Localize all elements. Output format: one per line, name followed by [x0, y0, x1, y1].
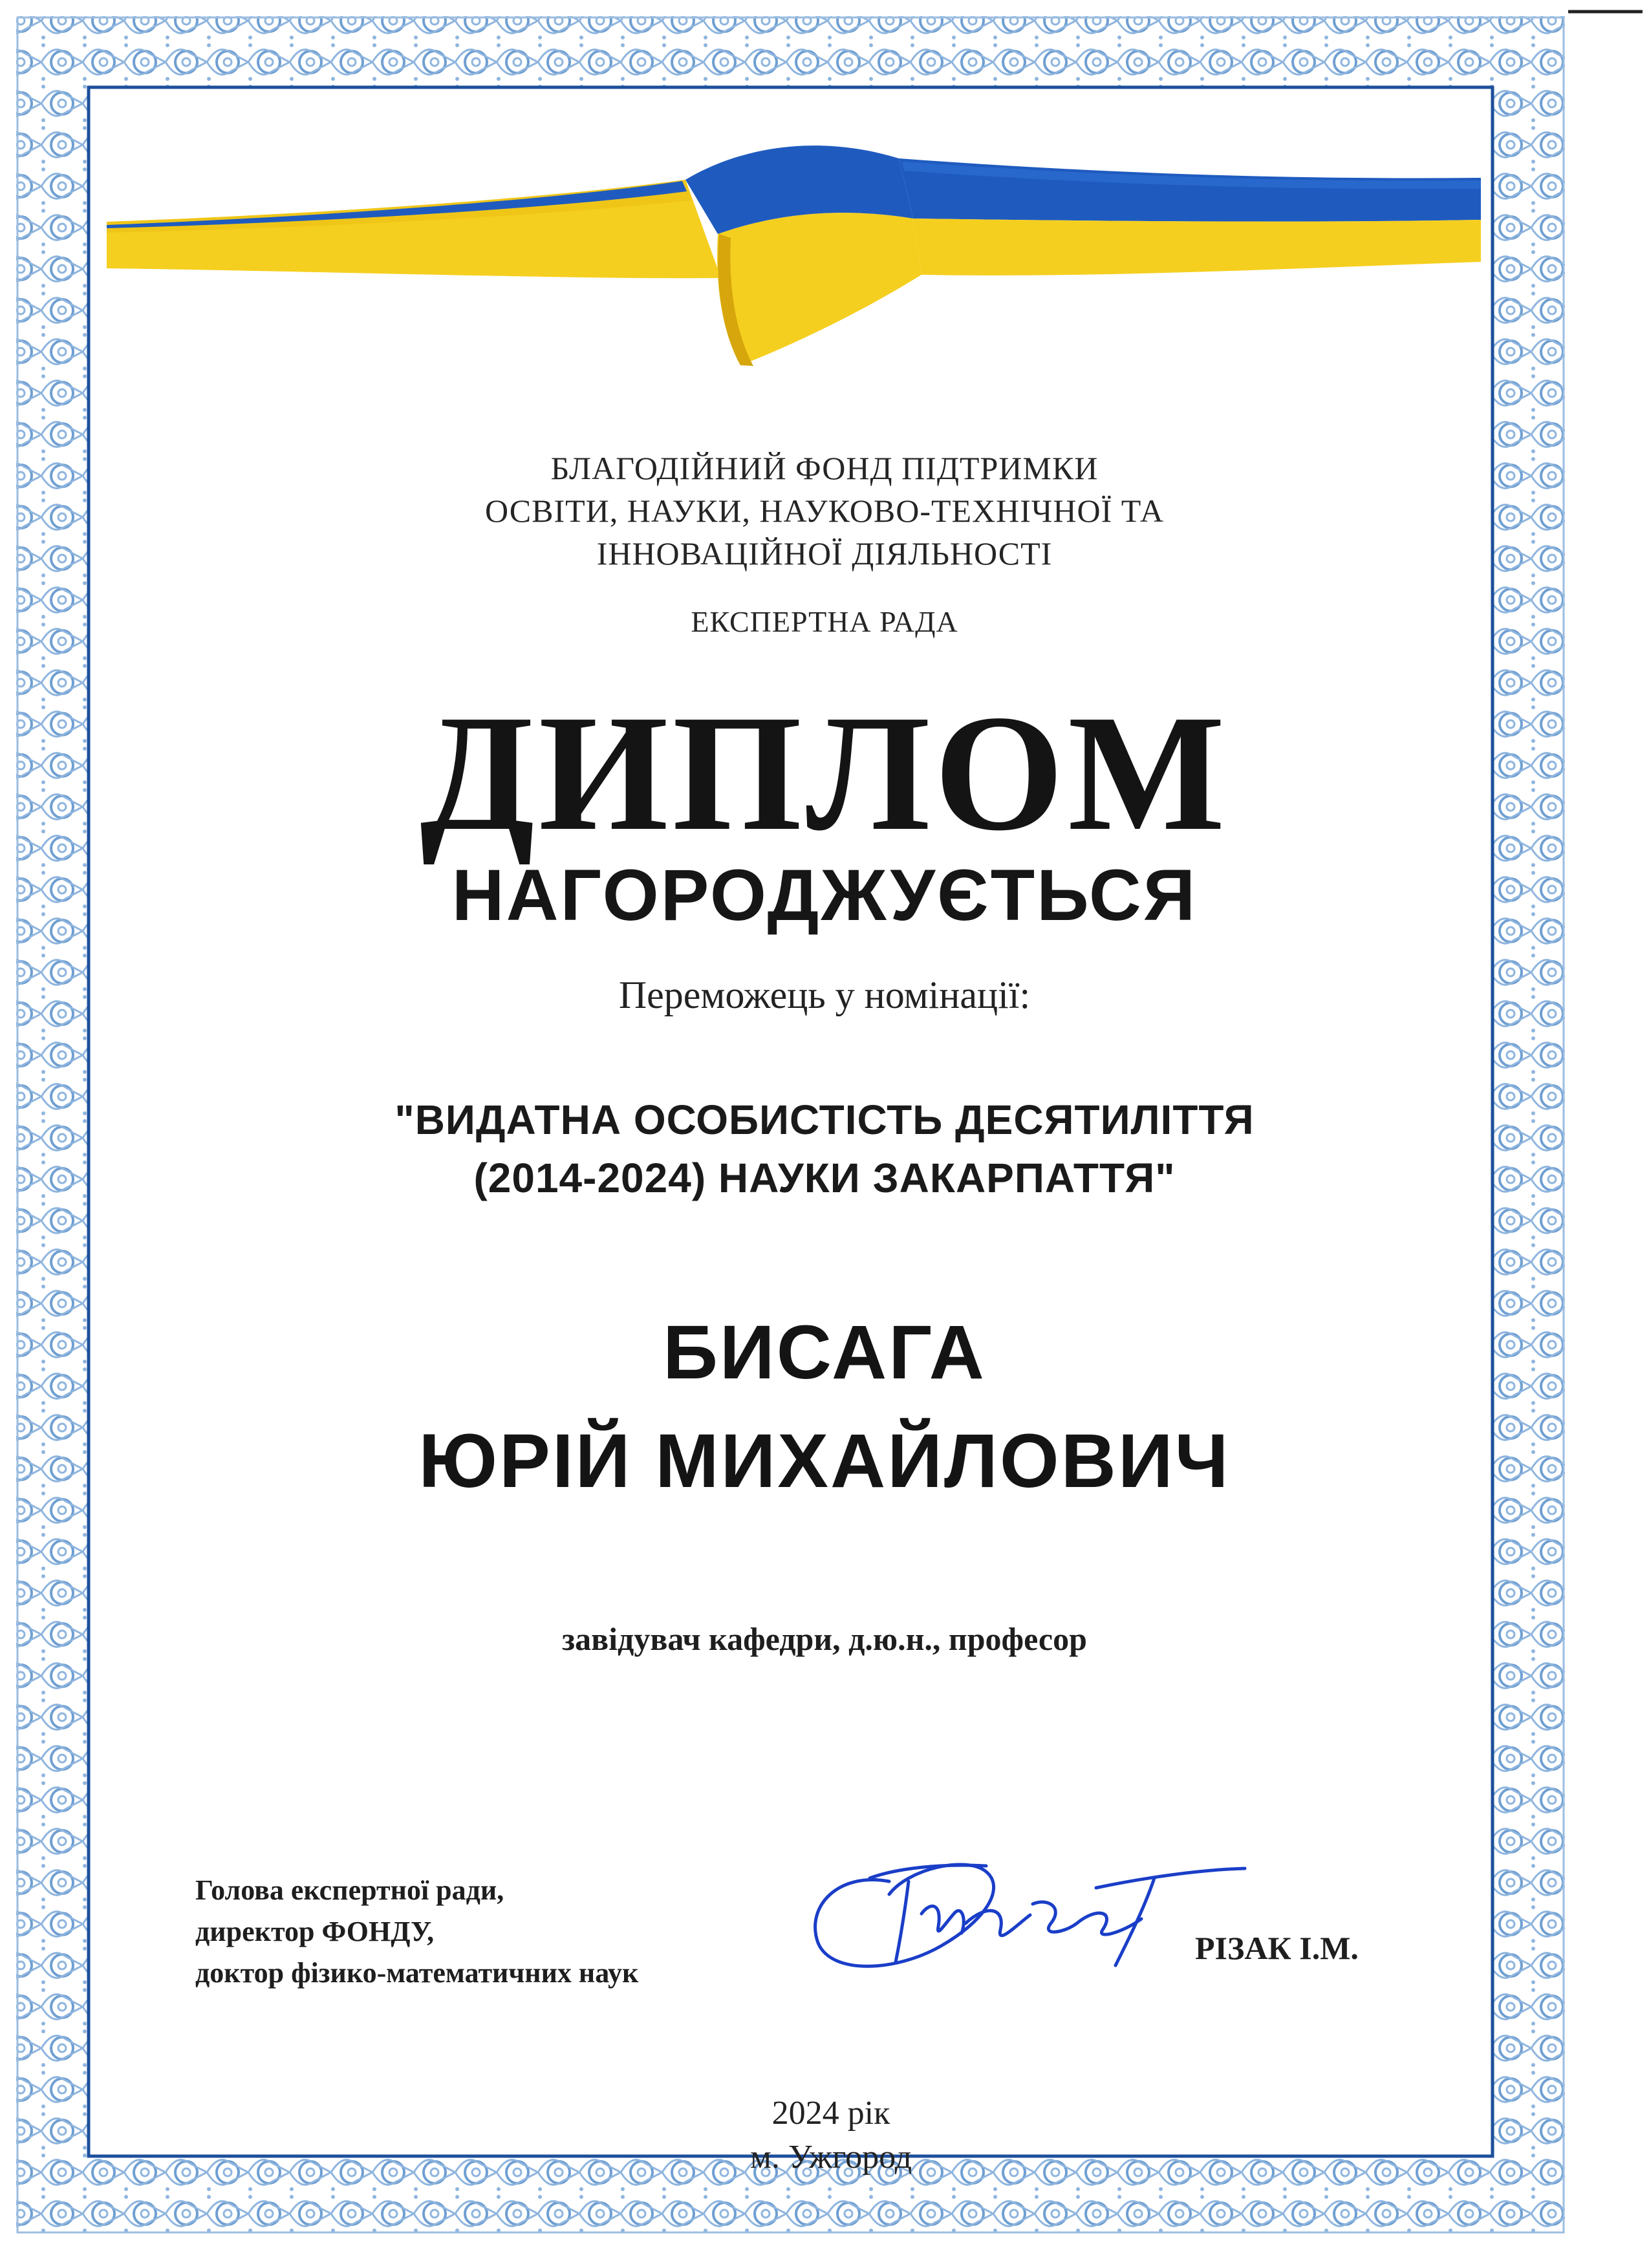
nomination-line-2: (2014-2024) НАУКИ ЗАКАРПАТТЯ" [473, 1155, 1176, 1201]
handwritten-signature [792, 1843, 1258, 1991]
signatory-name: РІЗАК І.М. [1195, 1930, 1359, 1966]
ukrainian-flag-ribbon [103, 103, 1487, 375]
recipient-given-names: ЮРІЙ МИХАЙЛОВИЧ [418, 1418, 1231, 1504]
recipient-position: завідувач кафедри, д.ю.н., професор [562, 1621, 1087, 1657]
expert-council-label: ЕКСПЕРТНА РАДА [691, 605, 958, 638]
organization-line-3: ІННОВАЦІЙНОЇ ДІЯЛЬНОСТІ [596, 535, 1053, 572]
awarded-heading: НАГОРОДЖУЄТЬСЯ [451, 855, 1198, 936]
organization-line-2: ОСВІТИ, НАУКИ, НАУКОВО-ТЕХНІЧНОЇ ТА [485, 493, 1164, 529]
organization-line-1: БЛАГОДІЙНИЙ ФОНД ПІДТРИМКИ [550, 450, 1099, 486]
diploma-title: ДИПЛОМ [420, 680, 1229, 865]
signatory-title-line-2: директор ФОНДУ, [195, 1916, 435, 1947]
signatory-title-line-1: Голова експертної ради, [195, 1874, 504, 1906]
signatory-title-line-3: доктор фізико-математичних наук [195, 1957, 639, 1989]
nomination-line-1: "ВИДАТНА ОСОБИСТІСТЬ ДЕСЯТИЛІТТЯ [394, 1097, 1255, 1143]
recipient-surname: БИСАГА [663, 1310, 986, 1395]
issue-year: 2024 рік [771, 2095, 890, 2132]
issue-city: м. Ужгород [749, 2139, 912, 2176]
nomination-intro: Переможець у номінації: [618, 974, 1031, 1016]
